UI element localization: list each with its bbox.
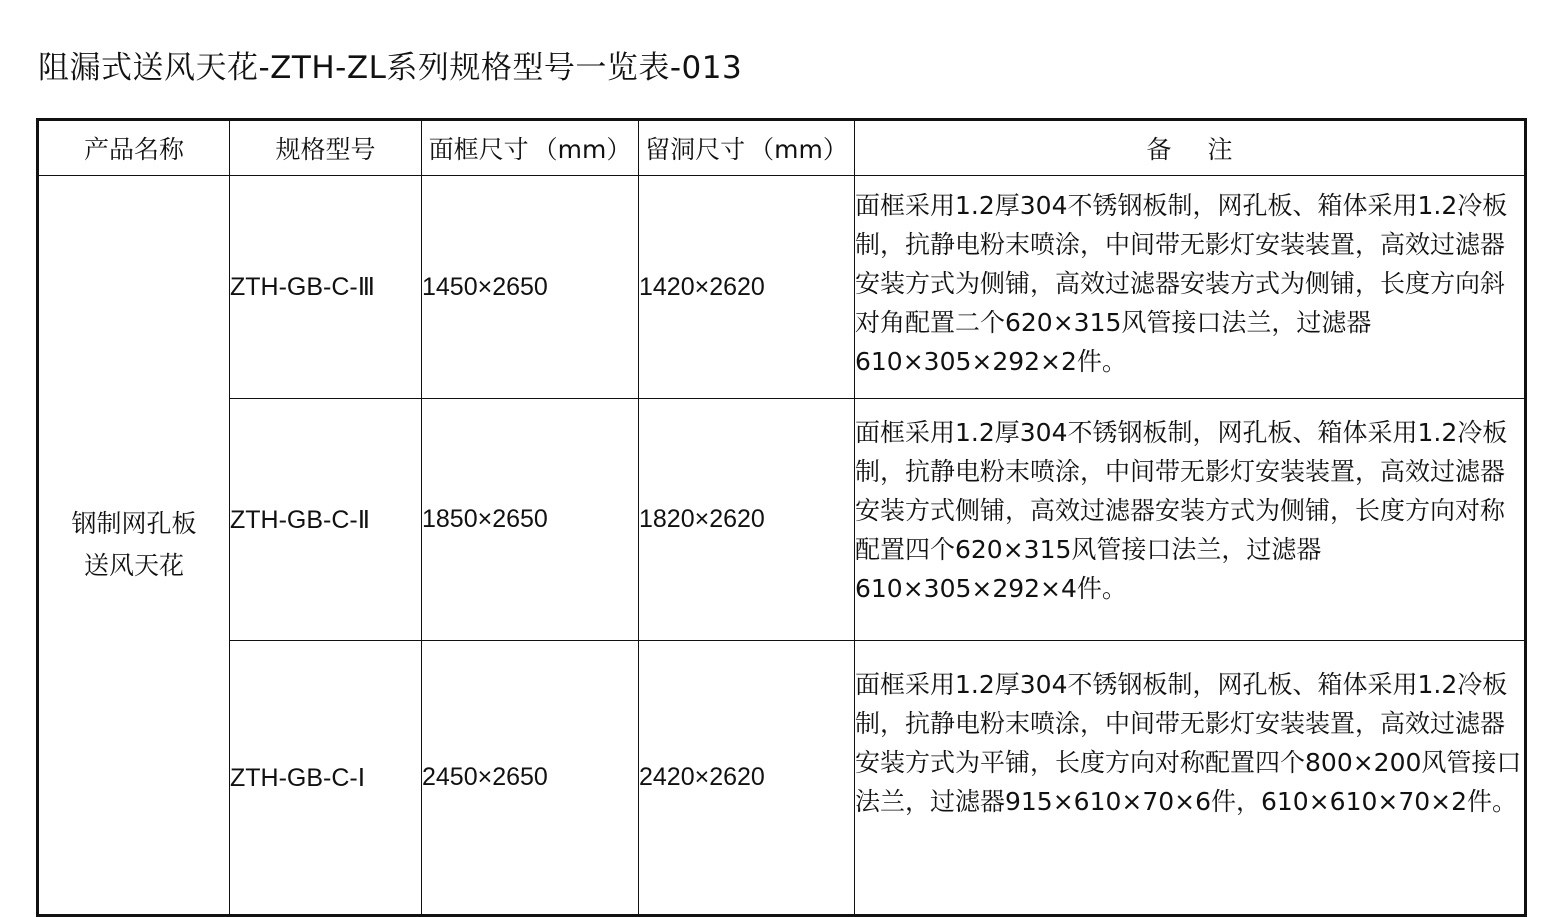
product-name-line: 钢制网孔板 (71, 509, 197, 538)
header-frame-size: 面框尺寸 （mm） (422, 120, 639, 176)
header-model: 规格型号 (230, 120, 422, 176)
product-name-cell (38, 176, 230, 916)
opening-size-cell: 1420×2620 (639, 176, 855, 399)
table-row (38, 176, 1526, 399)
product-name-line: 送风天花 (83, 551, 184, 580)
spec-table (36, 118, 1527, 917)
header-remarks: 备注 (855, 120, 1526, 176)
header-opening-size-unit: （mm） (749, 135, 848, 164)
page-title: 阻漏式送风天花-ZTH-ZL系列规格型号一览表-013 (38, 50, 743, 86)
model-cell: ZTH-GB-C-Ⅰ (230, 641, 422, 916)
frame-size-cell: 1450×2650 (422, 176, 639, 399)
opening-size-cell: 1820×2620 (639, 399, 855, 641)
table-row (38, 641, 1526, 916)
header-frame-size-unit: （mm） (532, 135, 632, 164)
remarks-cell: 面框采用1.2厚304不锈钢板制，网孔板、箱体采用1.2冷板制，抗静电粉末喷涂，中间带无影灯安装装置，高效过滤器安装方式为平铺，长度方向对称配置四个800×200风管接口法兰，过滤器915×610×70×6件，610×610×70×2件。 (855, 641, 1526, 916)
model-cell: ZTH-GB-C-Ⅱ (230, 399, 422, 641)
table-header-row (38, 120, 1526, 176)
opening-size-cell: 2420×2620 (639, 641, 855, 916)
frame-size-cell: 1850×2650 (422, 399, 639, 641)
remarks-cell: 面框采用1.2厚304不锈钢板制，网孔板、箱体采用1.2冷板制，抗静电粉末喷涂，中间带无影灯安装装置，高效过滤器安装方式为侧铺，高效过滤器安装方式为侧铺，长度方向斜对角配置二个620×315风管接口法兰，过滤器610×305×292×2件。 (855, 176, 1526, 399)
frame-size-cell: 2450×2650 (422, 641, 639, 916)
header-opening-size: 留洞尺寸 （mm） (639, 120, 855, 176)
model-cell: ZTH-GB-C-Ⅲ (230, 176, 422, 399)
remarks-cell: 面框采用1.2厚304不锈钢板制，网孔板、箱体采用1.2冷板制，抗静电粉末喷涂，中间带无影灯安装装置，高效过滤器安装方式侧铺，高效过滤器安装方式为侧铺，长度方向对称配置四个620×315风管接口法兰，过滤器610×305×292×4件。 (855, 399, 1526, 641)
header-product-name: 产品名称 (38, 120, 230, 176)
table-row (38, 399, 1526, 641)
